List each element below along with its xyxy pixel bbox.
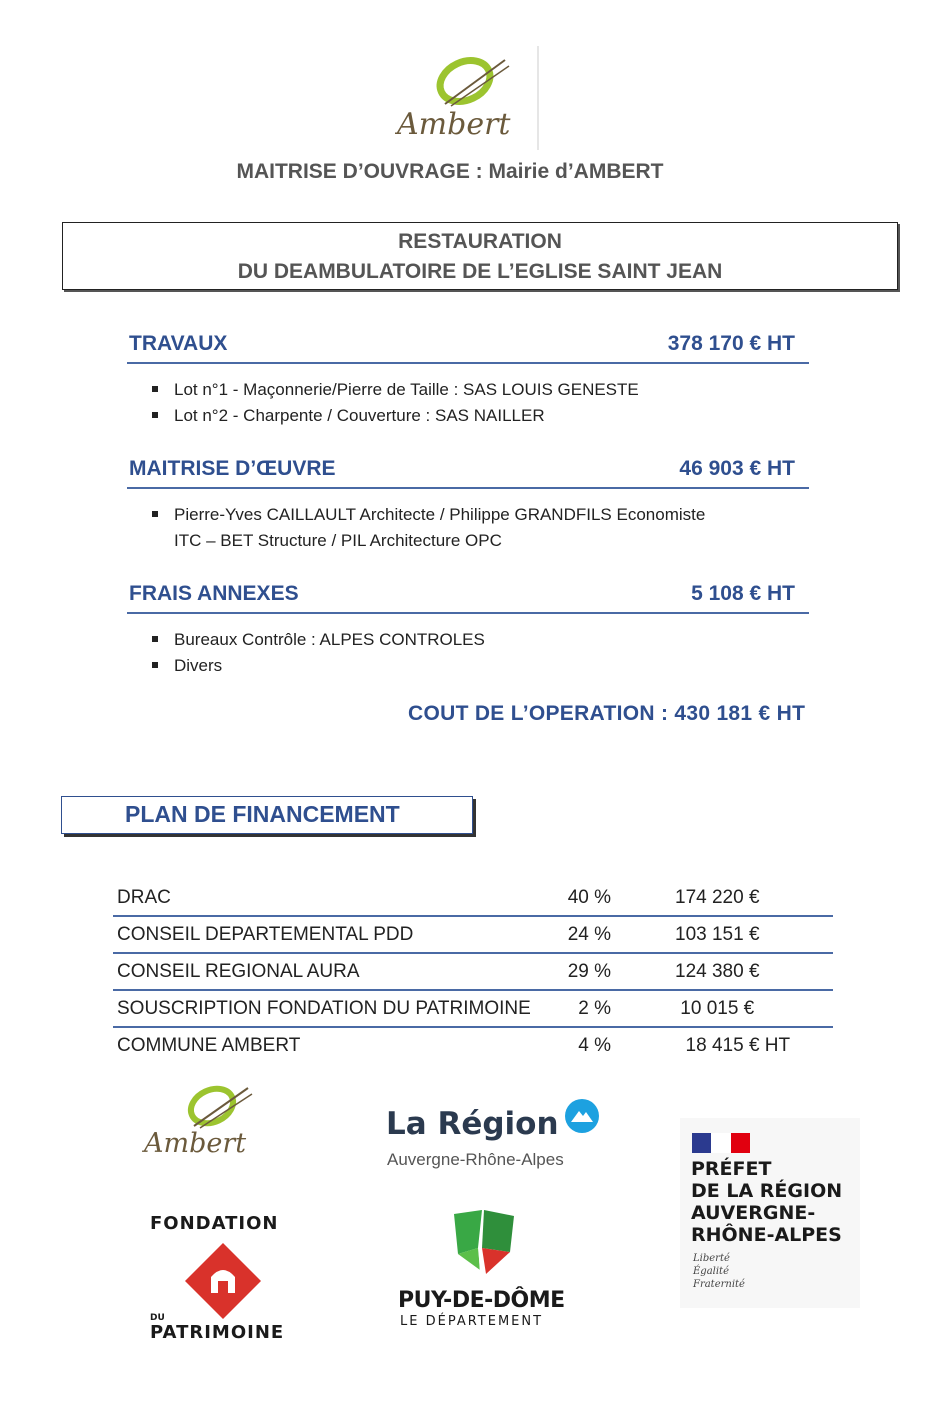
row-percent: 29 % — [567, 961, 611, 982]
cout-operation: COUT DE L’OPERATION : 430 181 € HT — [408, 702, 806, 725]
financement-table — [113, 880, 833, 1063]
row-amount: 18 415 € HT — [675, 1035, 791, 1056]
region-title: La Région — [386, 1106, 559, 1142]
fondation-patrimoine-logo — [150, 1213, 300, 1343]
row-percent: 40 % — [567, 887, 611, 908]
list-item: Pierre-Yves CAILLAULT Architecte / Philippe GRANDFILS Economiste — [152, 502, 705, 528]
project-title-box — [62, 222, 898, 290]
row-name: CONSEIL REGIONAL AURA — [117, 961, 360, 982]
section-label: FRAIS ANNEXES — [129, 582, 299, 605]
table-row — [113, 917, 833, 954]
row-amount: 124 380 € — [675, 961, 760, 982]
svg-text:Ambert: Ambert — [397, 107, 511, 142]
row-percent: 24 % — [567, 924, 611, 945]
fondation-du: DU — [150, 1313, 165, 1323]
svg-text:Ambert: Ambert — [144, 1128, 247, 1159]
section-label: TRAVAUX — [129, 332, 228, 355]
list-item: Lot n°1 - Maçonnerie/Pierre de Taille : SAS LOUIS GENESTE — [152, 377, 639, 403]
row-amount: 174 220 € — [675, 887, 760, 908]
row-amount: 103 151 € — [675, 924, 760, 945]
maitrise-ouvrage: MAITRISE D’OUVRAGE : Mairie d’AMBERT — [236, 160, 664, 183]
plan-financement-box — [61, 796, 473, 834]
row-amount: 10 015 € — [675, 998, 755, 1019]
table-row — [113, 1028, 833, 1063]
section-amount: 378 170 € HT — [667, 332, 795, 355]
table-row — [113, 991, 833, 1028]
section-travaux — [127, 330, 809, 364]
table-row — [113, 954, 833, 991]
section-label: MAITRISE D’ŒUVRE — [129, 457, 336, 480]
project-title-line2: DU DEAMBULATOIRE DE L’EGLISE SAINT JEAN — [237, 260, 723, 283]
project-title-line1: RESTAURATION — [398, 230, 562, 253]
ambert-logo — [395, 46, 540, 150]
section-amount: 5 108 € HT — [691, 582, 795, 605]
row-name: COMMUNE AMBERT — [117, 1035, 301, 1056]
puy-title: PUY-DE-DÔME — [398, 1288, 565, 1313]
section-amount: 46 903 € HT — [679, 457, 795, 480]
list-item: Divers — [152, 653, 485, 679]
list-item-continuation: ITC – BET Structure / PIL Architecture OPC — [174, 531, 502, 550]
ambert-logo-small — [140, 1078, 280, 1164]
travaux-list — [152, 377, 639, 429]
fondation-top: FONDATION — [150, 1213, 279, 1234]
row-percent: 4 % — [578, 1035, 611, 1056]
fondation-diamond-icon — [183, 1241, 263, 1321]
row-percent: 2 % — [578, 998, 611, 1019]
region-mountain-icon — [564, 1098, 600, 1134]
puy-de-dome-logo — [398, 1208, 573, 1333]
section-frais-annexes — [127, 580, 809, 614]
list-item: Bureaux Contrôle : ALPES CONTROLES — [152, 627, 485, 653]
section-maitrise-oeuvre — [127, 455, 809, 489]
fondation-bottom: PATRIMOINE — [150, 1322, 285, 1343]
region-logo — [384, 1098, 614, 1178]
table-row — [113, 880, 833, 917]
row-name: SOUSCRIPTION FONDATION DU PATRIMOINE — [117, 998, 531, 1019]
maitrise-oeuvre-list — [152, 502, 705, 554]
prefet-logo — [680, 1118, 860, 1308]
prefet-motto: Liberté Égalité Fraternité — [693, 1253, 745, 1290]
prefet-title: PRÉFET DE LA RÉGION AUVERGNE- RHÔNE-ALPES — [691, 1158, 843, 1246]
frais-annexes-list — [152, 627, 485, 679]
puy-de-dome-leaf-icon — [448, 1208, 520, 1286]
plan-title: PLAN DE FINANCEMENT — [125, 801, 400, 827]
puy-subtitle: LE DÉPARTEMENT — [400, 1314, 544, 1329]
row-name: DRAC — [117, 887, 171, 908]
list-item: Lot n°2 - Charpente / Couverture : SAS NAILLER — [152, 403, 639, 429]
marianne-flag-icon — [692, 1133, 750, 1153]
region-subtitle: Auvergne-Rhône-Alpes — [387, 1150, 564, 1169]
row-name: CONSEIL DEPARTEMENTAL PDD — [117, 924, 414, 945]
